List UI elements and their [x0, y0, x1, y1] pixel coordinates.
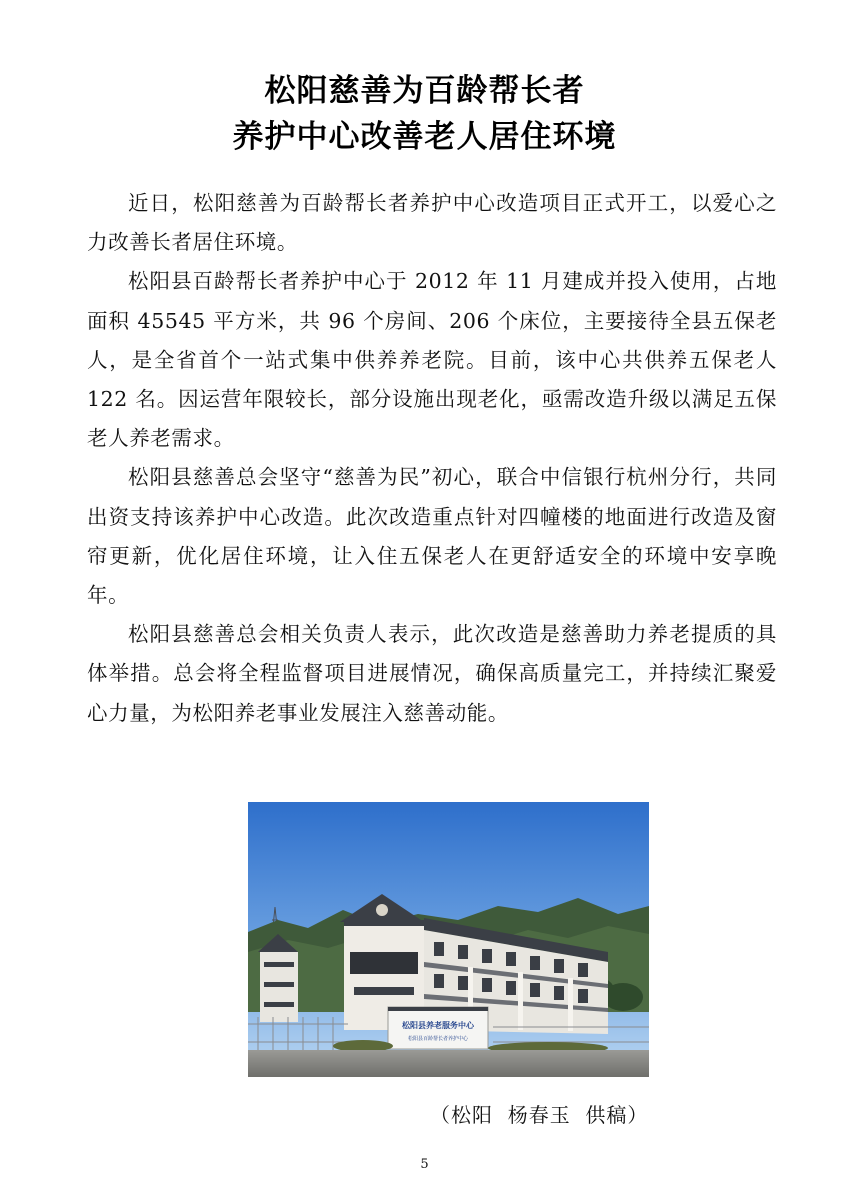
article-body [87, 184, 777, 733]
paragraph-2: 松阳县百龄帮长者养护中心于 2012 年 11 月建成并投入使用，占地面积 45545 平方米，共 96 个房间、206 个床位，主要接待全县五保老人，是全省首个一站式集中供养养老院。目前，该中心共供养五保老人 122 名。因运营年限较长，部分设施出现老化，亟需改造升级以满足五保老人养老需求。 [87, 269, 777, 451]
sign-text: 松阳县养老服务中心 [402, 1021, 474, 1030]
author-credit: （松阳 杨春玉 供稿） [430, 1103, 649, 1127]
nursing-home-photo [248, 802, 649, 1077]
article-title-line-1: 松阳慈善为百龄帮长者 [264, 73, 585, 109]
paragraph-1: 近日，松阳慈善为百龄帮长者养护中心改造项目正式开工，以爱心之力改善长者居住环境。 [87, 191, 777, 255]
entrance-sign [388, 1007, 488, 1049]
paragraph-4: 松阳县慈善总会相关负责人表示，此次改造是慈善助力养老提质的具体举措。总会将全程监督项目进展情况，确保高质量完工，并持续汇聚爱心力量，为松阳养老事业发展注入慈善动能。 [87, 622, 777, 725]
sign-subtext: 松阳县百龄帮长者养护中心 [407, 1036, 469, 1042]
paragraph-3: 松阳县慈善总会坚守“慈善为民”初心，联合中信银行杭州分行，共同出资支持该养护中心改造。此次改造重点针对四幢楼的地面进行改造及窗帘更新，优化居住环境，让入住五保老人在更舒适安全的环境中安享晚年。 [87, 465, 777, 608]
page-number: 5 [420, 1157, 429, 1172]
left-building [258, 934, 298, 1022]
ground [248, 1050, 649, 1077]
article-title-line-2: 养护中心改善老人居住环境 [232, 119, 617, 155]
